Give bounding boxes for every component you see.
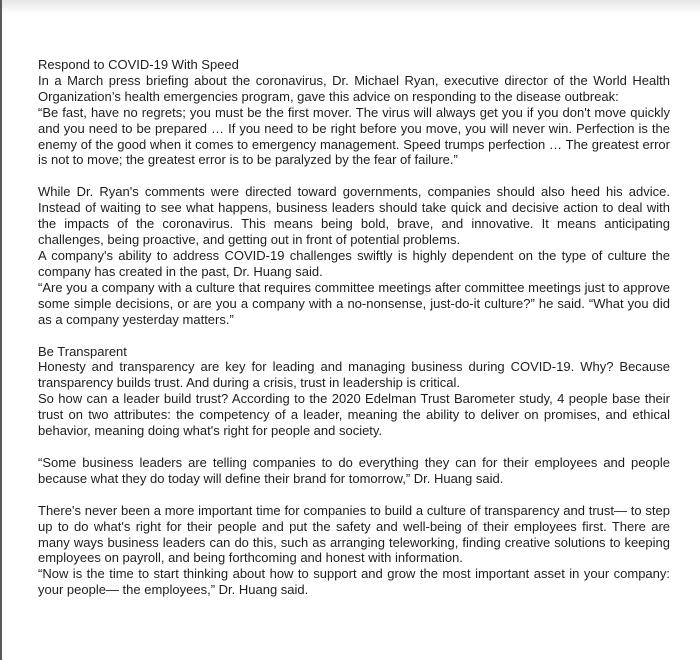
article-body — [38, 57, 670, 598]
paragraph: While Dr. Ryan's comments were directed toward governments, companies should also heed his advice. Instead of waiting to see what happens, business leaders should take quick and decisive action to deal with the impacts of the coronavirus. This means being bold, brave, and innovative. It means anticipating challenges, being proactive, and getting out in front of potential problems. — [38, 184, 670, 248]
section-leadership-action — [38, 184, 670, 327]
page-top-shadow — [0, 0, 700, 14]
paragraph: There's never been a more important time for companies to build a culture of transparency and trust— to step up to do what's right for their people and put the safety and well-being of their employees first. There are many ways business leaders can do this, such as arranging teleworking, finding creative solutions to keeping employees on payroll, and being forthcoming and honest with information. — [38, 502, 670, 566]
quote-paragraph: “Some business leaders are telling companies to do everything they can for their employees and people because what they do today will define their brand for tomorrow,” Dr. Huang said. — [38, 454, 670, 486]
quote-paragraph: “Are you a company with a culture that requires committee meetings after committee meetings just to approve some simple decisions, or are you a company with a no-nonsense, just-do-it culture?” he said. “What you did as a company yesterday matters.” — [38, 279, 670, 327]
section-business-leaders-quote — [38, 455, 670, 487]
quote-paragraph: “Now is the time to start thinking about how to support and grow the most important asset in your company: your people— the employees,” Dr. Huang said. — [38, 566, 670, 598]
section-culture-of-trust — [38, 503, 670, 598]
quote-paragraph: “Be fast, have no regrets; you must be the first mover. The virus will always get you if you don't move quickly and you need to be prepared … If you need to be right before you move, you will never win. Perfection is the enemy of the good when it comes to emergency management. Speed trumps perfection … The greatest error is not to move; the greatest error is to be paralyzed by the fear of failure.” — [38, 104, 670, 168]
paragraph: In a March press briefing about the coronavirus, Dr. Michael Ryan, executive director of the World Health Organization’s health emergencies program, gave this advice on responding to the disease outbreak: — [38, 72, 670, 104]
section-heading: Respond to COVID-19 With Speed — [38, 57, 239, 72]
paragraph: Honesty and transparency are key for leading and managing business during COVID-19. Why? Because transparency builds trust. And during a crisis, trust in leadership is critical. — [38, 359, 670, 391]
paragraph: A company's ability to address COVID-19 challenges swiftly is highly dependent on the type of culture the company has created in the past, Dr. Huang said. — [38, 247, 670, 279]
section-be-transparent — [38, 344, 670, 439]
paragraph: So how can a leader build trust? According to the 2020 Edelman Trust Barometer study, 4 people base their trust on two attributes: the competency of a leader, meaning the ability to deliver on promises, and ethical behavior, meaning doing what's right for people and society. — [38, 391, 670, 439]
page-left-border — [0, 0, 2, 660]
section-respond-with-speed — [38, 57, 670, 168]
section-heading: Be Transparent — [38, 343, 127, 359]
